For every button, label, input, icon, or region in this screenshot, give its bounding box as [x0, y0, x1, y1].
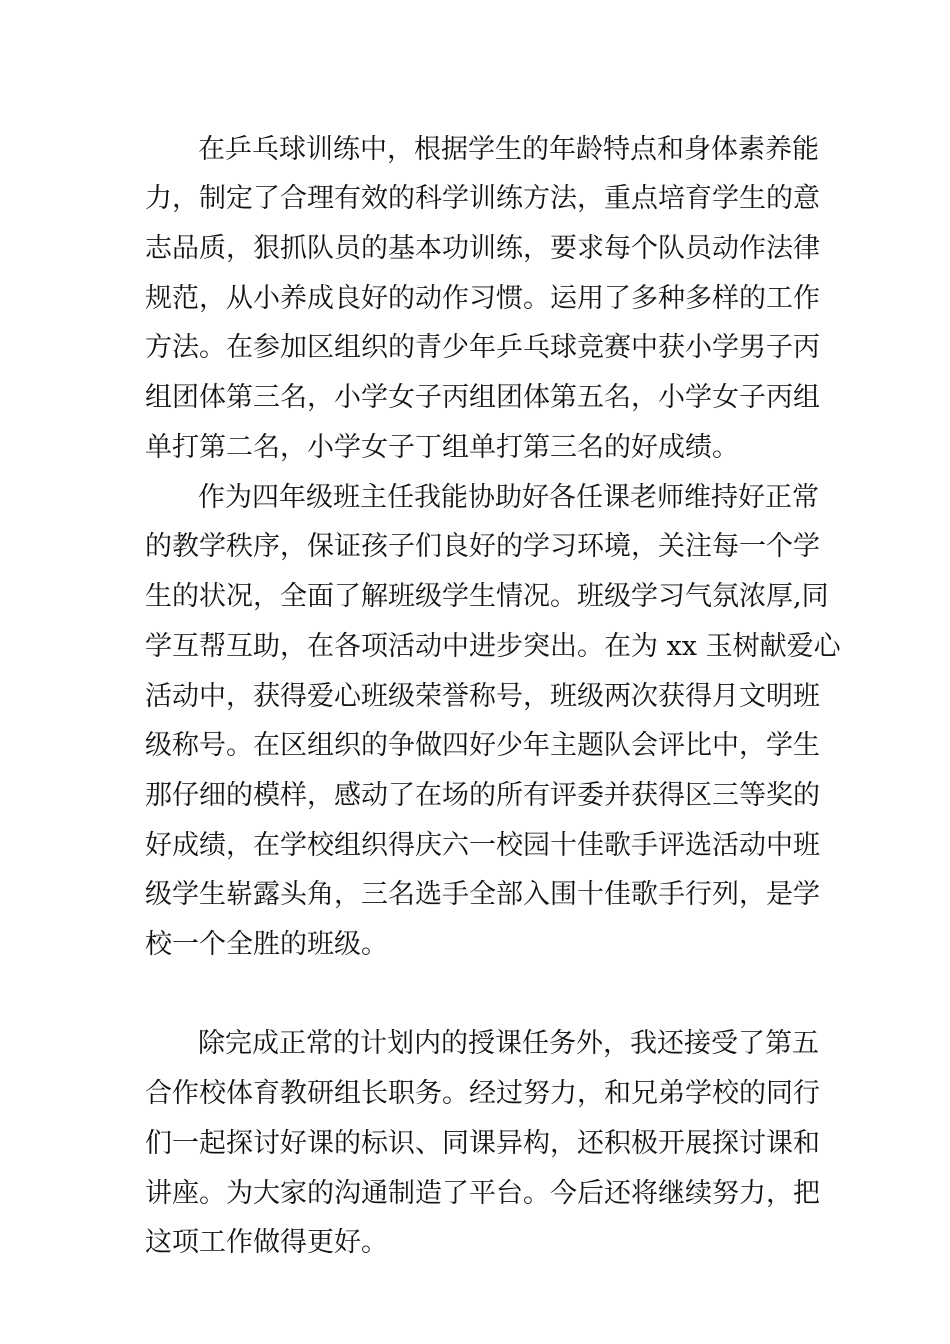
- text-line: 规范，从小养成良好的动作习惯。运用了多种多样的工作: [145, 283, 820, 314]
- text-line: 除完成正常的计划内的授课任务外，我还接受了第五: [198, 1028, 819, 1059]
- text-line: 们一起探讨好课的标识、同课异构，还积极开展探讨课和: [145, 1128, 820, 1159]
- text-line: 组团体第三名，小学女子丙组团体第五名，小学女子丙组: [145, 382, 820, 413]
- text-line: 作为四年级班主任我能协助好各任课老师维持好正常: [198, 482, 819, 513]
- text-line: 好成绩，在学校组织得庆六一校园十佳歌手评选活动中班: [145, 830, 820, 861]
- text-line: 这项工作做得更好。: [145, 1227, 388, 1258]
- text-line: 级称号。在区组织的争做四好少年主题队会评比中，学生: [145, 730, 820, 761]
- text-line: 的教学秩序，保证孩子们良好的学习环境，关注每一个学: [145, 531, 820, 562]
- text-line: 级学生崭露头角，三名选手全部入围十佳歌手行列，是学: [145, 879, 820, 910]
- text-line: 在乒乓球训练中，根据学生的年龄特点和身体素养能: [198, 134, 819, 165]
- text-line: 合作校体育教研组长职务。经过努力，和兄弟学校的同行: [145, 1078, 820, 1109]
- text-line: 活动中，获得爱心班级荣誉称号，班级两次获得月文明班: [145, 681, 820, 712]
- text-line: 志品质，狠抓队员的基本功训练，要求每个队员动作法律: [145, 233, 820, 264]
- text-line: 那仔细的模样，感动了在场的所有评委并获得区三等奖的: [145, 780, 820, 811]
- text-line: 单打第二名，小学女子丁组单打第三名的好成绩。: [145, 432, 739, 463]
- text-line: 讲座。为大家的沟通制造了平台。今后还将继续努力，把: [145, 1178, 820, 1209]
- text-line: 校一个全胜的班级。: [145, 929, 388, 960]
- text-line: 生的状况，全面了解班级学生情况。班级学习气氛浓厚,同: [145, 581, 829, 612]
- text-line: 学互帮互助，在各项活动中进步突出。在为 xx 玉树献爱心: [145, 631, 841, 662]
- text-line: 力，制定了合理有效的科学训练方法，重点培育学生的意: [145, 183, 820, 214]
- text-line: 方法。在参加区组织的青少年乒乓球竞赛中获小学男子丙: [145, 332, 820, 363]
